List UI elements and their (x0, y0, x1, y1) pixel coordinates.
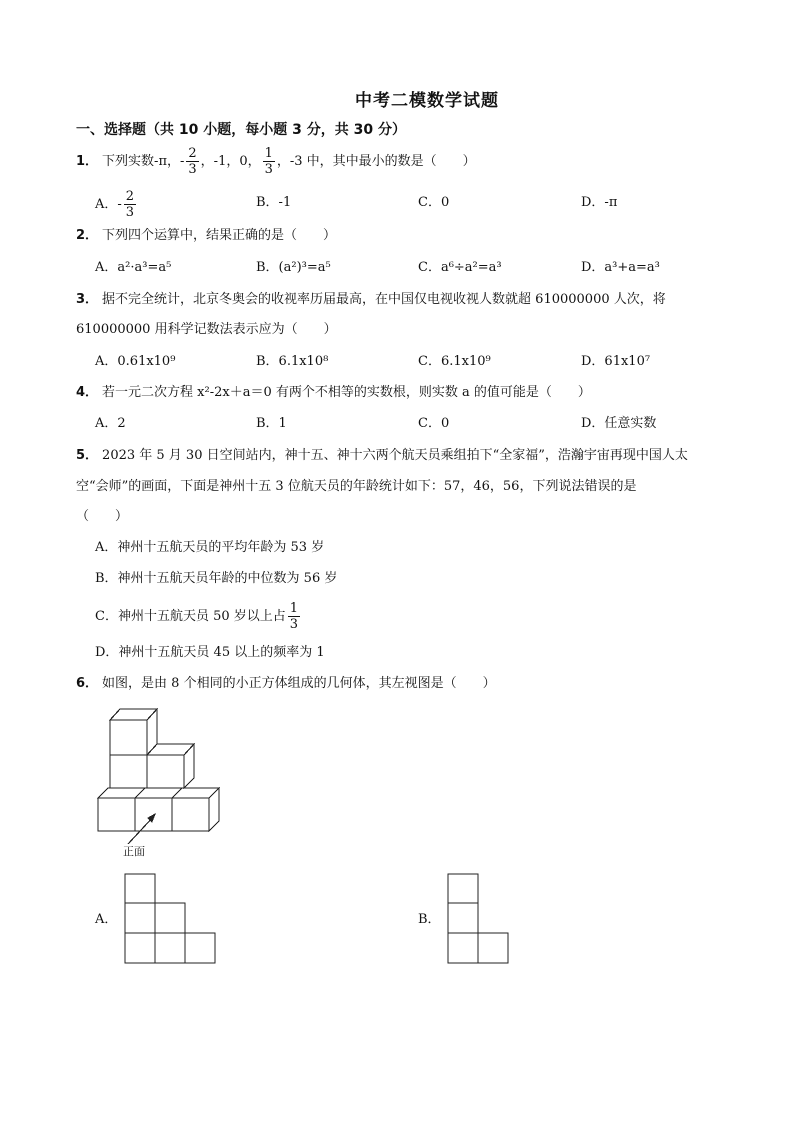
question-1-text-part1: 下列实数-π，- (102, 154, 185, 169)
page-title: 中考二模数学试题 (355, 91, 499, 111)
question-3-option-b[interactable]: B．6.1x10⁸ (256, 354, 329, 369)
cube-top (110, 720, 147, 755)
question-6-option-b-figure[interactable] (443, 870, 513, 968)
question-3-option-d[interactable]: D．61x10⁷ (581, 354, 651, 369)
question-3-stem-line2: 610000000 用科学记数法表示应为（ ） (76, 322, 337, 337)
question-4-option-a[interactable]: A．2 (95, 416, 126, 431)
question-4-option-d[interactable]: D．任意实数 (581, 416, 657, 431)
question-1-option-a[interactable]: A．- $\frac{2}{3}$ (95, 189, 135, 220)
question-5-stem (76, 446, 688, 466)
question-3-option-c[interactable]: C．6.1x10⁹ (418, 354, 491, 369)
question-6-option-b-label[interactable]: B． (418, 912, 441, 927)
cube-bottom-top-face (98, 788, 219, 798)
question-1-option-c[interactable]: C．0 (418, 195, 450, 210)
section-heading: 一、选择题（共 10 小题，每小题 3 分，共 30 分） (76, 122, 406, 138)
question-5-option-a[interactable]: A．神州十五航天员的平均年龄为 53 岁 (95, 540, 325, 555)
question-6-cube-figure (90, 700, 240, 870)
question-4-stem (76, 383, 591, 403)
question-3-stem (76, 290, 666, 310)
cube-middle-2 (147, 755, 184, 788)
question-2-number: 2． (76, 228, 99, 243)
question-3-text: 据不完全统计，北京冬奥会的收视率历届最高，在中国仅电视收视人数就超 610000000 人次，将 (102, 292, 666, 307)
cube-bottom-3 (172, 798, 209, 831)
question-5-option-d[interactable]: D．神州十五航天员 45 以上的频率为 1 (95, 645, 325, 660)
question-1-number: 1． (76, 154, 99, 169)
question-6-stem (76, 674, 496, 694)
question-5-stem-line3: （ ） (76, 509, 129, 524)
question-1-option-b[interactable]: B．-1 (256, 195, 292, 210)
question-6-number: 6． (76, 676, 99, 691)
question-1-fraction-1: $\frac{2}{3}$ (188, 146, 197, 177)
question-2-stem (76, 226, 336, 246)
question-5-number: 5． (76, 448, 99, 463)
question-1-text-part2: ，-1，0， (200, 154, 261, 169)
question-4-number: 4． (76, 385, 99, 400)
question-2-option-c[interactable]: C．a⁶÷a²=a³ (418, 260, 502, 275)
question-5-option-c-fraction: $\frac{1}{3}$ (289, 601, 299, 632)
question-5-option-c[interactable]: C．神州十五航天员 50 岁以上占 $\frac{1}{3}$ (95, 601, 299, 632)
question-4-option-b[interactable]: B．1 (256, 416, 287, 431)
question-4-option-c[interactable]: C．0 (418, 416, 450, 431)
question-2-option-d[interactable]: D．a³+a=a³ (581, 260, 660, 275)
question-2-option-b[interactable]: B．(a²)³=a⁵ (256, 260, 331, 275)
question-1-option-a-fraction: $\frac{2}{3}$ (125, 189, 135, 220)
question-6-option-a-label[interactable]: A． (95, 912, 118, 927)
question-5-stem-line2: 空“会师”的画面，下面是神州十五 3 位航天员的年龄统计如下：57，46，56，下列说法错误的是 (76, 479, 637, 494)
question-3-option-a[interactable]: A．0.61x10⁹ (95, 354, 176, 369)
question-5-text: 2023 年 5 月 30 日空间站内，神十五、神十六两个航天员乘组拍下“全家福”，浩瀚宇宙再现中国人太 (102, 448, 688, 463)
question-6-option-a-figure[interactable] (120, 870, 220, 968)
question-1-stem (76, 146, 476, 177)
question-4-text: 若一元二次方程 x²-2x＋a＝0 有两个不相等的实数根，则实数 a 的值可能是（ ） (102, 385, 591, 400)
question-2-option-a[interactable]: A．a²·a³=a⁵ (95, 260, 172, 275)
question-1-text-part3: ，-3 中，其中最小的数是（ ） (276, 154, 476, 169)
question-5-option-b[interactable]: B．神州十五航天员年龄的中位数为 56 岁 (95, 571, 338, 586)
cube-middle-1 (110, 755, 147, 788)
question-1-fraction-2: $\frac{1}{3}$ (264, 146, 273, 177)
question-1-option-d[interactable]: D．-π (581, 195, 618, 210)
front-label: 正面 (123, 845, 145, 858)
question-3-number: 3． (76, 292, 99, 307)
cube-bottom-1 (98, 798, 135, 831)
question-6-text: 如图，是由 8 个相同的小正方体组成的几何体，其左视图是（ ） (102, 676, 496, 691)
question-2-text: 下列四个运算中，结果正确的是（ ） (102, 228, 337, 243)
